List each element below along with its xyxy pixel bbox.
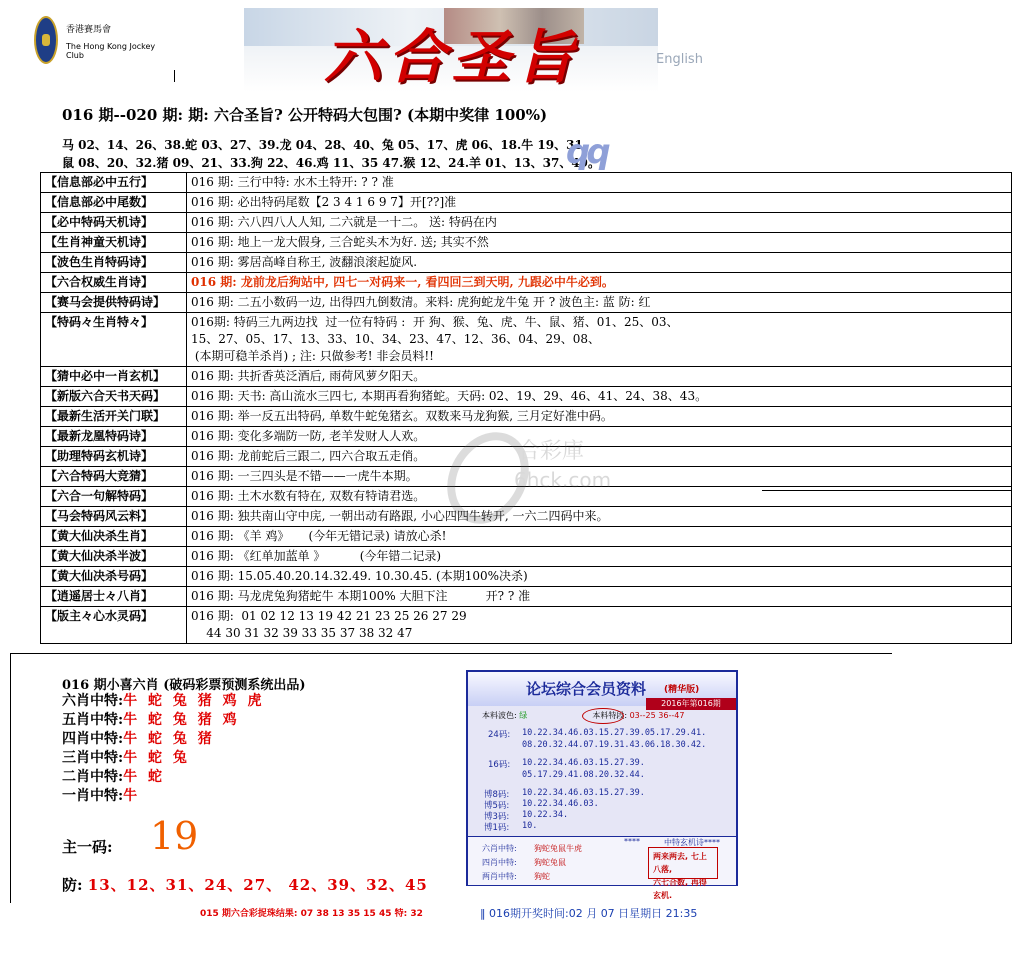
row-value: 016 期: 雾居高峰自称王, 波翻浪滚起旋风. — [187, 253, 1012, 273]
highlight-oval — [582, 708, 624, 724]
table-row — [41, 507, 1012, 527]
card-segment-value: 03--25 36--47 — [629, 711, 685, 720]
row-value: 016期: 特码三九两边找 过一位有特码 : 开 狗、猴、兔、虎、牛、鼠、猪、01、25、03、 15、27、05、17、13、33、10、34、23、47、12、36、04、29、08、 (本期可稳羊杀肖) ; 注: 只做参考! 非会员料!! — [187, 313, 1012, 367]
prediction-table — [40, 172, 1012, 644]
row-label: 【马会特码风云料】 — [41, 507, 187, 527]
divider — [10, 653, 11, 903]
qq-icon[interactable]: qq — [566, 132, 607, 172]
row-label: 【必中特码天机诗】 — [41, 213, 187, 233]
row-value: 016 期: 必出特码尾数【2 3 4 1 6 9 7】开[??]准 — [187, 193, 1012, 213]
row-value: 016 期: 15.05.40.20.14.32.49. 10.30.45. (本期100%决杀) — [187, 567, 1012, 587]
row-value: 016 期: 一三四头是不错——一虎牛本期。 — [187, 467, 1012, 487]
card-color-label: 本料波色: — [482, 711, 517, 720]
page-headline: 016 期--020 期: 期: 六合圣旨? 公开特码大包围? (本期中奖律 100%) — [62, 106, 548, 124]
next-draw-time: ‖ 016期开奖时间:02 月 07 日星期日 21:35 — [480, 907, 698, 920]
card-bo5-label: 博5码: — [484, 801, 510, 811]
row-label: 【新版六合天书天码】 — [41, 387, 187, 407]
banner-title: 六合圣旨 — [324, 23, 581, 91]
prediction-value: 牛 — [123, 788, 141, 804]
prediction-row — [62, 766, 165, 786]
row-label: 【特码々生肖特々】 — [41, 313, 187, 367]
row-label: 【黄大仙决杀半波】 — [41, 547, 187, 567]
prediction-value: 牛 蛇 兔 猪 鸡 虎 — [123, 693, 265, 709]
prediction-row — [62, 785, 140, 805]
row-value: 016 期: 独共南山守中庑, 一朝出动有路跟, 小心四四牛转开, 一六二四码中来。 — [187, 507, 1012, 527]
card-poem-line-2: 六七合数, 再得玄机. — [653, 878, 707, 900]
zodiac-numbers-line-1: 马 02、14、26、38.蛇 03、27、39.龙 04、28、40、兔 05、17、虎 06、18.牛 19、31、 — [62, 138, 595, 152]
prediction-label: 三肖中特: — [62, 750, 124, 766]
prediction-label: 六肖中特: — [62, 693, 124, 709]
card-bo3-value: 10.22.34. — [522, 810, 569, 820]
prediction-label: 五肖中特: — [62, 712, 124, 728]
prediction-value: 牛 蛇 兔 猪 鸡 — [123, 712, 240, 728]
defend-values: 13、12、31、24、27、 42、39、32、45 — [87, 876, 428, 894]
card-24-label: 24码: — [488, 730, 511, 740]
english-link[interactable]: English — [656, 52, 703, 67]
row-value: 016 期: 01 02 12 13 19 42 21 23 25 26 27 29 44 30 31 32 39 33 35 37 38 32 47 — [187, 607, 1012, 644]
row-value: 016 期: 龙前龙后狗站中, 四七一对码来一, 看四回三到天明, 九跟必中牛必到。 — [187, 273, 1012, 293]
card-24-row1: 10.22.34.46.03.15.27.39.05.17.29.41. — [522, 728, 707, 738]
row-label: 【助理特码玄机诗】 — [41, 447, 187, 467]
member-data-card[interactable] — [466, 670, 738, 900]
jockey-club-emblem-icon — [34, 16, 58, 64]
logo-english-text: The Hong Kong Jockey Club — [66, 42, 156, 60]
row-value: 016 期: 《羊 鸡》 (今年无错记录) 请放心杀! — [187, 527, 1012, 547]
card-six-label: 六肖中特: — [482, 844, 517, 853]
table-row — [41, 367, 1012, 387]
table-row — [41, 193, 1012, 213]
card-period-badge: 2016年第016期 — [646, 698, 736, 710]
card-two-value: 狗蛇 — [534, 872, 550, 881]
table-row — [41, 253, 1012, 273]
card-bo1-label: 博1码: — [484, 823, 510, 833]
row-label: 【最新生活开关门联】 — [41, 407, 187, 427]
card-bo3-label: 博3码: — [484, 812, 510, 822]
row-value: 016 期: 二五小数码一边, 出得四九倒数清。来料: 虎狗蛇龙牛兔 开 ? 波色主: 蓝 防: 红 — [187, 293, 1012, 313]
table-row — [41, 527, 1012, 547]
prediction-label: 四肖中特: — [62, 731, 124, 747]
card-footer — [468, 836, 736, 900]
defend-label: 防: — [62, 876, 83, 894]
card-16-row2: 05.17.29.41.08.20.32.44. — [522, 770, 645, 780]
table-row — [41, 447, 1012, 467]
card-header — [468, 672, 736, 706]
table-row — [41, 587, 1012, 607]
row-value: 016 期: 地上一龙大假身, 三合蛇头木为好. 送; 其实不然 — [187, 233, 1012, 253]
table-row — [41, 467, 1012, 487]
prediction-row — [62, 709, 240, 729]
row-value: 016 期: 龙前蛇后三跟二, 四六合取五走俏。 — [187, 447, 1012, 467]
divider — [10, 653, 892, 654]
divider — [174, 70, 175, 82]
card-16-row1: 10.22.34.46.03.15.27.39. — [522, 758, 645, 768]
row-label: 【黄大仙决杀号码】 — [41, 567, 187, 587]
row-value: 016 期: 共折香英泛酒后, 雨荷风萝夕阳天。 — [187, 367, 1012, 387]
card-two-label: 两肖中特: — [482, 872, 517, 881]
row-value: 016 期: 土木水数有特在, 双数有特请君选。 — [187, 487, 1012, 507]
prediction-label: 一肖中特: — [62, 788, 124, 804]
table-row — [41, 293, 1012, 313]
row-value: 016 期: 天书: 高山流水三四七, 本期再看狗猪蛇。天码: 02、19、29、46、41、24、38、43。 — [187, 387, 1012, 407]
card-four-value: 狗蛇兔鼠 — [534, 858, 566, 867]
prediction-row — [62, 728, 215, 748]
card-bo5-value: 10.22.34.46.03. — [522, 799, 599, 809]
jockey-club-logo[interactable] — [34, 12, 164, 68]
prediction-title: 016 期小喜六肖 (破码彩票预测系统出品) — [62, 678, 306, 693]
table-row — [41, 173, 1012, 193]
last-draw-result: 015 期六合彩捉珠结果: 07 38 13 35 15 45 特: 32 — [200, 909, 423, 919]
table-row — [41, 387, 1012, 407]
card-bo1-value: 10. — [522, 821, 538, 831]
row-label: 【猜中必中一肖玄机】 — [41, 367, 187, 387]
card-24-row2: 08.20.32.44.07.19.31.43.06.18.30.42. — [522, 740, 707, 750]
row-value: 016 期: 马龙虎兔狗猪蛇牛 本期100% 大胆下注 开? ? 准 — [187, 587, 1012, 607]
row-label: 【六合特码大竞猜】 — [41, 467, 187, 487]
prediction-value: 牛 蛇 兔 猪 — [123, 731, 215, 747]
card-color-value: 绿 — [519, 711, 528, 720]
table-row — [41, 547, 1012, 567]
card-poem-title: 中特玄机诗**** — [664, 838, 720, 847]
row-label: 【信息部必中尾数】 — [41, 193, 187, 213]
prediction-row — [62, 747, 190, 767]
row-label: 【生肖神童天机诗】 — [41, 233, 187, 253]
table-row — [41, 233, 1012, 253]
card-tag: (精华版) — [664, 685, 700, 695]
row-label: 【赛马会提供特码诗】 — [41, 293, 187, 313]
logo-chinese-text: 香港賽馬會 — [66, 25, 112, 35]
defend-numbers — [62, 874, 428, 895]
prediction-label: 二肖中特: — [62, 769, 124, 785]
row-value: 016 期: 六八四八人人知, 二六就是一十二。 送: 特码在内 — [187, 213, 1012, 233]
row-label: 【版主々心水灵码】 — [41, 607, 187, 644]
header-banner — [244, 8, 658, 92]
table-row — [41, 313, 1012, 367]
row-value: 016 期: 三行中特: 水木土特开: ? ? 准 — [187, 173, 1012, 193]
table-row — [41, 607, 1012, 644]
card-segment-label: 本料特段: — [592, 711, 628, 720]
card-poem-line-1: 两来两去, 七上八落, — [653, 852, 707, 874]
row-label: 【最新龙凰特码诗】 — [41, 427, 187, 447]
prediction-value: 牛 蛇 兔 — [123, 750, 190, 766]
row-label: 【六合一句解特码】 — [41, 487, 187, 507]
card-bo8-value: 10.22.34.46.03.15.27.39. — [522, 788, 645, 798]
table-row — [41, 407, 1012, 427]
divider — [762, 490, 1012, 491]
table-row — [41, 567, 1012, 587]
row-label: 【黄大仙决杀生肖】 — [41, 527, 187, 547]
card-title: 论坛综合会员资料 — [526, 680, 647, 698]
card-stars: **** — [624, 837, 640, 846]
table-row — [41, 273, 1012, 293]
main-code-value: 19 — [150, 814, 199, 858]
main-code-label: 主一码: — [62, 838, 113, 856]
zodiac-numbers-line-2: 鼠 08、20、32.猪 09、21、33.狗 22、46.鸡 11、35 47.猴 12、24.羊 01、13、37、49。 — [62, 156, 601, 170]
card-four-label: 四肖中特: — [482, 858, 517, 867]
card-16-label: 16码: — [488, 760, 511, 770]
table-row — [41, 427, 1012, 447]
row-label: 【波色生肖特码诗】 — [41, 253, 187, 273]
row-label: 【逍遥居士々八肖】 — [41, 587, 187, 607]
row-value: 016 期: 《红单加蓝单 》 (今年错二记录) — [187, 547, 1012, 567]
row-label: 【信息部必中五行】 — [41, 173, 187, 193]
row-value: 016 期: 变化多端防一防, 老羊发财人人欢。 — [187, 427, 1012, 447]
row-label: 【六合权威生肖诗】 — [41, 273, 187, 293]
row-value: 016 期: 举一反五出特码, 单数牛蛇兔猪玄。双数来马龙狗猴, 三月定好准中码。 — [187, 407, 1012, 427]
prediction-row — [62, 690, 265, 710]
card-poem-box — [648, 847, 718, 900]
watermark-text: 合彩庫 — [518, 439, 585, 464]
card-six-value: 狗蛇兔鼠牛虎 — [534, 844, 582, 853]
watermark-url: 6hck.com — [514, 468, 612, 492]
card-bo8-label: 博8码: — [484, 790, 510, 800]
prediction-value: 牛 蛇 — [123, 769, 166, 785]
table-row — [41, 213, 1012, 233]
